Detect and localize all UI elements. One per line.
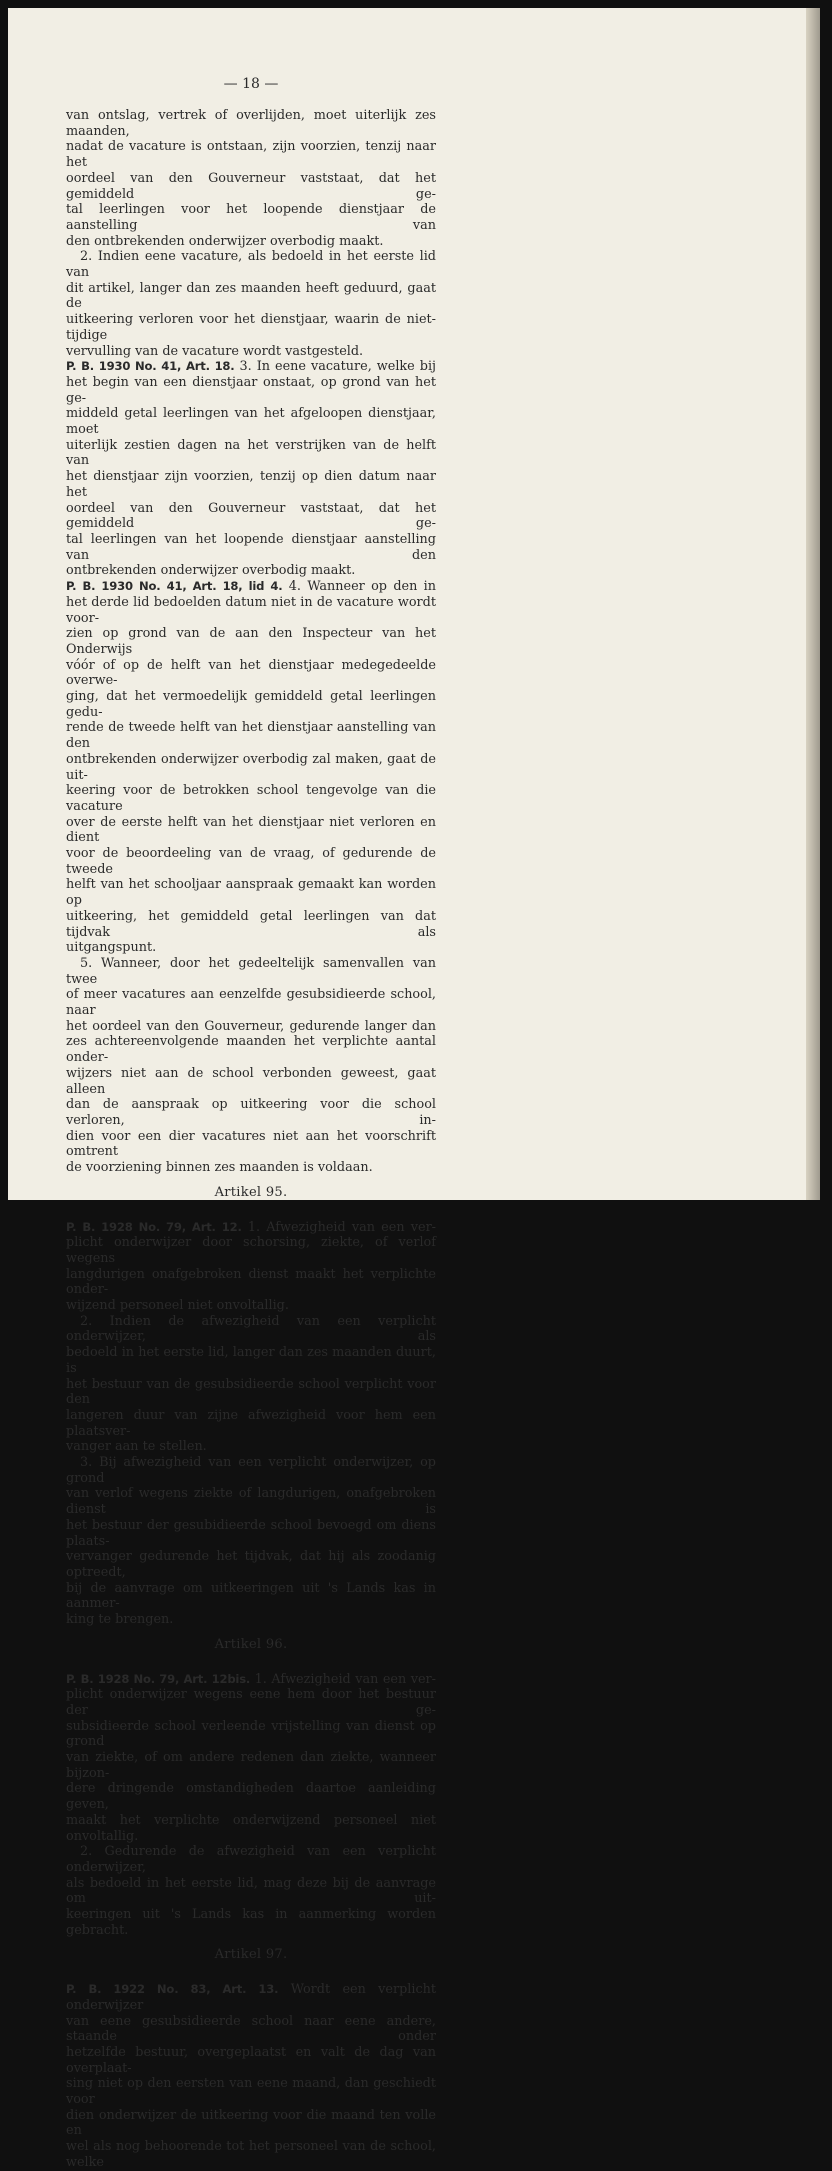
article-heading: Artikel 97. <box>214 1947 288 1963</box>
text-line <box>66 1019 436 1035</box>
line-text: uitkeering verloren voor het dienstjaar, waarin de niet-tijdige <box>66 312 436 343</box>
line-text: ontbrekenden onderwijzer overbodig maakt. <box>66 563 356 579</box>
text-line <box>66 1518 436 1549</box>
text-line <box>66 1612 436 1628</box>
text-line <box>66 752 436 783</box>
text-line <box>66 1408 436 1439</box>
page-number: — 18 — <box>223 76 279 92</box>
paragraph <box>66 1314 436 1455</box>
line-text: tal leerlingen voor het loopende dienstjaar de aanstelling van <box>66 202 436 233</box>
text-line <box>66 1687 436 1718</box>
paragraph <box>66 1844 436 1938</box>
line-text: dit artikel, langer dan zes maanden heeft geduurd, gaat de <box>66 280 436 312</box>
text-line <box>66 501 436 532</box>
line-text: maakt het verplichte onderwijzend personeel niet onvoltallig. <box>66 1812 436 1844</box>
legal-reference: P. B. 1930 No. 41, Art. 18. <box>66 359 235 374</box>
text-line <box>66 1314 436 1345</box>
paragraph <box>66 108 436 249</box>
paragraph <box>66 1672 436 1845</box>
line-text: de voorziening binnen zes maanden is voldaan. <box>66 1160 373 1176</box>
line-text: vóór of op de helft van het dienstjaar medegedeelde overwe- <box>66 657 436 689</box>
line-text: keeringen uit 's Lands kas in aanmerking worden gebracht. <box>66 1907 436 1938</box>
line-text: vanger aan te stellen. <box>66 1439 207 1455</box>
line-text: 3. In eene vacature, welke bij <box>234 359 437 375</box>
line-text: wijzers niet aan de school verbonden geweest, gaat alleen <box>66 1065 436 1097</box>
text-line <box>66 1345 436 1376</box>
text-line <box>66 406 436 437</box>
text-line <box>66 1066 436 1097</box>
text-line <box>66 1220 436 1236</box>
paragraph <box>66 359 436 579</box>
line-text: het oordeel van den Gouverneur, gedurende langer dan <box>66 1018 436 1034</box>
line-text: ging, dat het vermoedelijk gemiddeld getal leerlingen gedu- <box>66 689 436 720</box>
line-text: plicht onderwijzer door schorsing, ziekte, of verlof wegens <box>66 1235 436 1266</box>
line-text: 2. Gedurende de afwezigheid van een verplicht onderwijzer, <box>66 1844 436 1875</box>
line-text: van eene gesubsidieerde school naar eene andere, staande onder <box>66 2013 436 2045</box>
document-page <box>8 8 820 2170</box>
line-text: uiterlijk zestien dagen na het verstrijken van de helft van <box>66 437 436 469</box>
text-line <box>66 987 436 1018</box>
article-heading: Artikel 96. <box>214 1636 288 1652</box>
line-text: wel als nog behoorende tot het personeel van de school, welke <box>66 2139 436 2170</box>
line-text: hetzelfde bestuur, overgeplaatst en valt de dag van overplaat- <box>66 2044 436 2076</box>
line-text: rende de tweede helft van het dienstjaar aanstelling van den <box>66 720 436 752</box>
line-text: oordeel van den Gouverneur vaststaat, dat het gemiddeld ge- <box>66 170 436 202</box>
text-line <box>66 1813 436 1844</box>
text-line <box>66 1097 436 1128</box>
line-text: dien voor een dier vacatures niet aan het voorschrift omtrent <box>66 1128 436 1160</box>
text-line <box>66 375 436 406</box>
text-line <box>66 1581 436 1612</box>
text-line <box>66 1235 436 1266</box>
text-line <box>66 139 436 170</box>
line-text: oordeel van den Gouverneur vaststaat, dat het gemiddeld ge- <box>66 500 436 532</box>
text-line <box>66 783 436 814</box>
text-line <box>66 108 436 139</box>
paragraph <box>66 1982 436 2170</box>
text-line <box>66 344 436 360</box>
text-line <box>66 469 436 500</box>
line-text: bij de aanvrage om uitkeeringen uit 's Lands kas in aanmer- <box>66 1580 436 1612</box>
legal-reference: P. B. 1928 No. 79, Art. 12bis. <box>66 1671 251 1686</box>
text-line <box>66 956 436 987</box>
text-line <box>66 1455 436 1486</box>
text-line <box>66 1267 436 1298</box>
line-text: helft van het schooljaar aanspraak gemaakt kan worden op <box>66 877 436 909</box>
text-line <box>66 595 436 626</box>
line-text: vervanger gedurende het tijdvak, dat hij als zoodanig optreedt, <box>66 1549 436 1580</box>
line-text: het begin van een dienstjaar onstaat, op grond van het ge- <box>66 374 436 406</box>
line-text: ontbrekenden onderwijzer overbodig zal maken, gaat de uit- <box>66 751 436 783</box>
line-text: Wordt een verplicht onderwijzer <box>66 1982 436 2013</box>
text-line <box>66 1781 436 1812</box>
text-line <box>66 720 436 751</box>
line-text: langdurigen onafgebroken dienst maakt het verplichte onder- <box>66 1266 436 1298</box>
line-text: of meer vacatures aan eenzelfde gesubsidieerde school, naar <box>66 987 436 1019</box>
line-text: dere dringende omstandigheden daartoe aanleiding geven, <box>66 1781 436 1813</box>
text-line <box>66 1844 436 1875</box>
line-text: king te brengen. <box>66 1612 174 1628</box>
line-text: dien onderwijzer de uitkeering voor die maand ten volle en <box>66 2107 436 2139</box>
line-text: 2. Indien de afwezigheid van een verplicht onderwijzer, als <box>66 1313 436 1345</box>
line-text: uitgangspunt. <box>66 940 157 956</box>
legal-reference: P. B. 1928 No. 79, Art. 12. <box>66 1219 242 1234</box>
text-line <box>66 249 436 280</box>
line-text: 2. Indien eene vacature, als bedoeld in het eerste lid van <box>66 249 436 281</box>
text-line <box>66 171 436 202</box>
paragraph <box>66 579 436 956</box>
page-edge-shadow <box>806 8 820 1200</box>
text-line <box>66 1298 436 1314</box>
paragraph <box>66 249 436 359</box>
line-text: het bestuur van de gesubsidieerde school verplicht voor den <box>66 1376 436 1408</box>
text-line <box>66 2108 436 2139</box>
line-text: als bedoeld in het eerste lid, mag deze bij de aanvrage om uit- <box>66 1875 436 1907</box>
text-line <box>66 1907 436 1938</box>
text-line <box>66 1439 436 1455</box>
line-text: tal leerlingen van het loopende dienstjaar aanstelling van den <box>66 531 436 563</box>
line-text: het derde lid bedoelden datum niet in de vacature wordt voor- <box>66 594 436 626</box>
text-line <box>66 909 436 940</box>
text-line <box>66 2076 436 2107</box>
line-text: subsidieerde school verleende vrijstelling van dienst op grond <box>66 1718 436 1750</box>
text-line <box>66 1672 436 1688</box>
legal-reference: P. B. 1922 No. 83, Art. 13. <box>66 1982 279 1997</box>
text-line <box>66 1549 436 1580</box>
text-line <box>66 202 436 233</box>
line-text: zien op grond van de aan den Inspecteur van het Onderwijs <box>66 626 436 657</box>
line-text: plicht onderwijzer wegens eene hem door het bestuur der ge- <box>66 1687 436 1718</box>
text-line <box>66 1129 436 1160</box>
text-line <box>66 2014 436 2045</box>
text-line <box>66 2045 436 2076</box>
text-line <box>66 1750 436 1781</box>
text-line <box>66 1982 436 2013</box>
legal-reference: P. B. 1930 No. 41, Art. 18, lid 4. <box>66 579 283 594</box>
line-text: van verlof wegens ziekte of langdurigen, onafgebroken dienst is <box>66 1486 436 1518</box>
text-line <box>66 281 436 312</box>
line-text: over de eerste helft van het dienstjaar niet verloren en dient <box>66 814 436 846</box>
text-line <box>66 846 436 877</box>
line-text: van ziekte, of om andere redenen dan ziekte, wanneer bijzon- <box>66 1750 436 1781</box>
line-text: zes achtereenvolgende maanden het verplichte aantal onder- <box>66 1034 436 1066</box>
article-heading: Artikel 95. <box>214 1184 288 1200</box>
text-line <box>66 1719 436 1750</box>
text-line <box>66 234 436 250</box>
line-text: het bestuur der gesubidieerde school bevoegd om diens plaats- <box>66 1517 436 1549</box>
paragraph <box>66 1455 436 1628</box>
line-text: van ontslag, vertrek of overlijden, moet uiterlijk zes maanden, <box>66 108 436 139</box>
text-line <box>66 877 436 908</box>
line-text: 5. Wanneer, door het gedeeltelijk samenvallen van twee <box>66 955 436 987</box>
line-text: het dienstjaar zijn voorzien, tenzij op dien datum naar het <box>66 469 436 500</box>
line-text: 1. Afwezigheid van een ver- <box>250 1671 436 1687</box>
line-text: nadat de vacature is ontstaan, zijn voorzien, tenzij naar het <box>66 139 436 171</box>
text-line <box>66 2139 436 2170</box>
paragraph <box>66 1220 436 1314</box>
line-text: 1. Afwezigheid van een ver- <box>241 1219 437 1235</box>
text-line <box>66 579 436 595</box>
text-line <box>66 658 436 689</box>
text-line <box>66 438 436 469</box>
text-line <box>66 1377 436 1408</box>
line-text: dan de aanspraak op uitkeering voor die school verloren, in- <box>66 1097 436 1128</box>
line-text: den ontbrekenden onderwijzer overbodig maakt. <box>66 233 384 249</box>
text-line <box>66 1160 436 1176</box>
text-line <box>66 815 436 846</box>
line-text: wijzend personeel niet onvoltallig. <box>66 1298 289 1314</box>
text-line <box>66 563 436 579</box>
text-column <box>66 108 436 2171</box>
line-text: keering voor de betrokken school tengevolge van die vacature <box>66 783 436 814</box>
text-line <box>66 940 436 956</box>
line-text: uitkeering, het gemiddeld getal leerlingen van dat tijdvak als <box>66 908 436 940</box>
text-line <box>66 1034 436 1065</box>
text-line <box>66 626 436 657</box>
line-text: 4. Wanneer op den in <box>282 579 437 595</box>
line-text: langeren duur van zijne afwezigheid voor hem een plaatsver- <box>66 1407 436 1439</box>
text-line <box>66 1486 436 1517</box>
line-text: bedoeld in het eerste lid, langer dan zes maanden duurt, is <box>66 1345 436 1376</box>
line-text: sing niet op den eersten van eene maand, dan geschiedt voor <box>66 2076 436 2108</box>
text-line <box>66 532 436 563</box>
text-line <box>66 689 436 720</box>
line-text: vervulling van de vacature wordt vastgesteld. <box>66 343 364 359</box>
paragraph <box>66 956 436 1176</box>
text-line <box>66 1876 436 1907</box>
line-text: voor de beoordeeling van de vraag, of gedurende de tweede <box>66 846 436 877</box>
line-text: middeld getal leerlingen van het afgeloopen dienstjaar, moet <box>66 406 436 438</box>
text-line <box>66 312 436 343</box>
text-line <box>66 359 436 375</box>
line-text: 3. Bij afwezigheid van een verplicht onderwijzer, op grond <box>66 1455 436 1486</box>
